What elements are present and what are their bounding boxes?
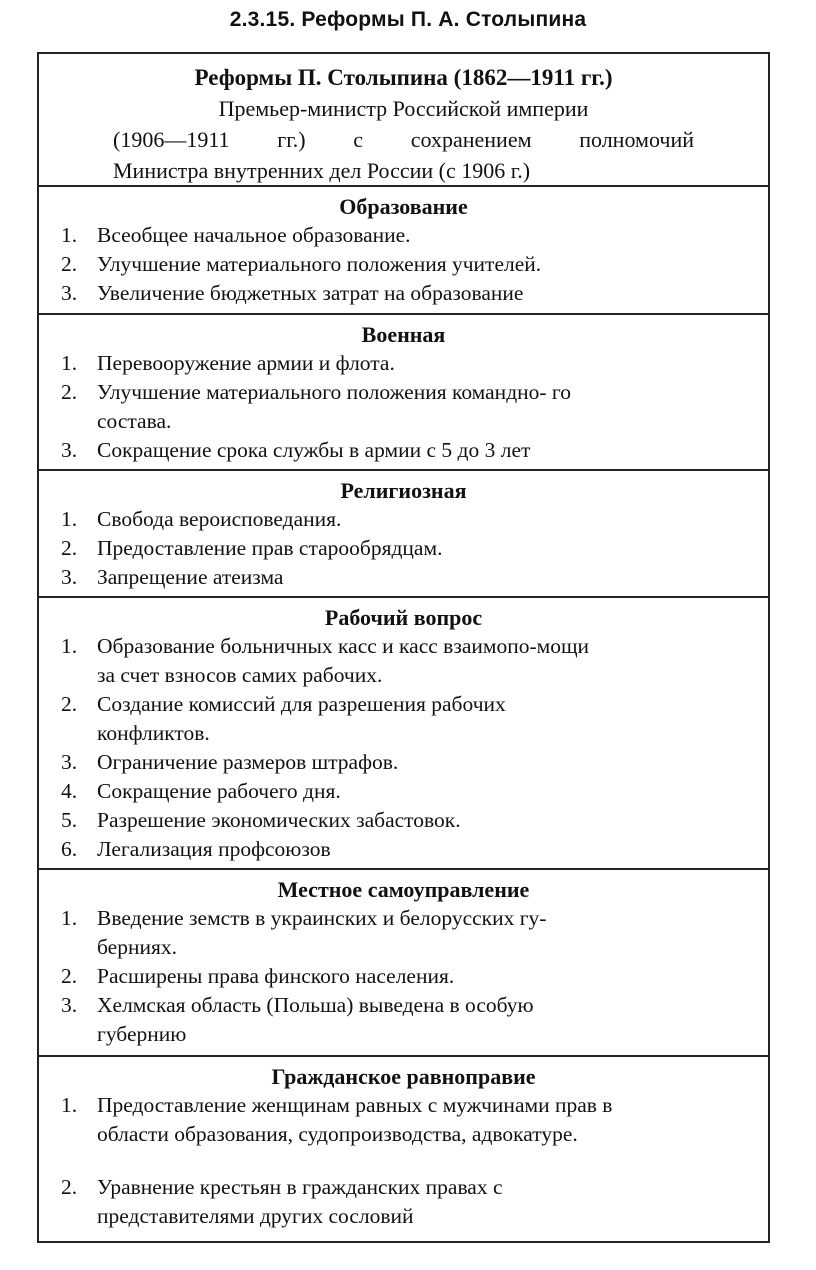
item-number: 3. xyxy=(61,750,78,774)
item-text-line: Увеличение бюджетных затрат на образование xyxy=(97,281,524,305)
list-item xyxy=(39,806,768,835)
item-number: 2. xyxy=(61,1175,78,1199)
item-text-line: за счет взносов самих рабочих. xyxy=(97,663,383,687)
item-text-line: Запрещение атеизма xyxy=(97,565,284,589)
list-item xyxy=(39,835,768,864)
item-number: 3. xyxy=(61,565,78,589)
list-item xyxy=(39,534,768,563)
list-item xyxy=(39,632,768,690)
header-block xyxy=(39,54,768,185)
list-item xyxy=(39,436,768,465)
item-number: 1. xyxy=(61,223,78,247)
list-item xyxy=(39,279,768,308)
item-number: 3. xyxy=(61,993,78,1017)
section-title: Образование xyxy=(339,194,468,219)
header-line-1: Премьер-министр Российской империи xyxy=(218,96,589,121)
section-title: Местное самоуправление xyxy=(277,877,530,902)
item-text-line: конфликтов. xyxy=(97,721,210,745)
section-list xyxy=(39,904,768,1049)
list-item xyxy=(39,349,768,378)
item-text-line: Хелмская область (Польша) выведена в особую xyxy=(97,993,534,1017)
reforms-table xyxy=(37,52,770,1243)
page-title: 2.3.15. Реформы П. А. Столыпина xyxy=(229,8,587,31)
list-item xyxy=(39,690,768,748)
item-text-line: Предоставление прав старообрядцам. xyxy=(97,536,443,560)
item-number: 4. xyxy=(61,779,78,803)
item-text-line: губернию xyxy=(97,1022,187,1046)
header-line-2: (1906—1911 гг.) с сохранением полномочий xyxy=(113,127,694,152)
list-item xyxy=(39,378,768,436)
item-text-line: представителями других сословий xyxy=(97,1204,414,1228)
item-text-line: Создание комиссий для разрешения рабочих xyxy=(97,692,506,716)
item-text-line: Предоставление женщинам равных с мужчинами прав в xyxy=(97,1093,613,1117)
list-item xyxy=(39,1091,768,1149)
section xyxy=(39,596,768,868)
section-title: Религиозная xyxy=(340,478,467,503)
item-text-line: Сокращение срока службы в армии с 5 до 3 лет xyxy=(97,438,531,462)
section-title: Гражданское равноправие xyxy=(271,1064,536,1089)
item-text-line: состава. xyxy=(97,409,172,433)
section-list xyxy=(39,221,768,308)
item-text-line: Улучшение материального положения командно- го xyxy=(97,380,571,404)
item-number: 3. xyxy=(61,281,78,305)
section xyxy=(39,868,768,1055)
sections-container xyxy=(39,185,768,1241)
section xyxy=(39,185,768,313)
list-item xyxy=(39,748,768,777)
list-item xyxy=(39,505,768,534)
section-list xyxy=(39,1091,768,1231)
item-text-line: Свобода вероисповедания. xyxy=(97,507,342,531)
item-text-line: Разрешение экономических забастовок. xyxy=(97,808,461,832)
item-text-line: Перевооружение армии и флота. xyxy=(97,351,395,375)
item-number: 1. xyxy=(61,351,78,375)
item-number: 1. xyxy=(61,634,78,658)
item-number: 1. xyxy=(61,1093,78,1117)
item-text-line: берниях. xyxy=(97,935,177,959)
item-text-line: Легализация профсоюзов xyxy=(97,837,331,861)
item-number: 3. xyxy=(61,438,78,462)
item-text-line: Уравнение крестьян в гражданских правах с xyxy=(97,1175,503,1199)
item-number: 1. xyxy=(61,906,78,930)
section-list xyxy=(39,632,768,864)
list-item xyxy=(39,1173,768,1231)
item-text-line: Всеобщее начальное образование. xyxy=(97,223,411,247)
item-number: 2. xyxy=(61,380,78,404)
list-item xyxy=(39,563,768,592)
item-text-line: Образование больничных касс и касс взаимопо-мощи xyxy=(97,634,590,658)
list-item xyxy=(39,962,768,991)
list-item xyxy=(39,904,768,962)
item-number: 6. xyxy=(61,837,78,861)
header-line-3: Министра внутренних дел России (с 1906 г.) xyxy=(113,158,531,183)
item-number: 2. xyxy=(61,536,78,560)
item-number: 2. xyxy=(61,252,78,276)
section-list xyxy=(39,505,768,592)
item-text-line: Сокращение рабочего дня. xyxy=(97,779,341,803)
item-number: 2. xyxy=(61,964,78,988)
item-number: 2. xyxy=(61,692,78,716)
item-text-line: Введение земств в украинских и белорусских гу- xyxy=(97,906,547,930)
header-title: Реформы П. Столыпина (1862—1911 гг.) xyxy=(194,65,613,90)
list-item xyxy=(39,991,768,1049)
section-title: Военная xyxy=(361,322,446,347)
section xyxy=(39,469,768,596)
item-text-line: Ограничение размеров штрафов. xyxy=(97,750,399,774)
item-text-line: Улучшение материального положения учителей. xyxy=(97,252,542,276)
item-number: 5. xyxy=(61,808,78,832)
section-title: Рабочий вопрос xyxy=(324,605,483,630)
item-text-line: области образования, судопроизводства, адвокатуре. xyxy=(97,1122,578,1146)
list-item xyxy=(39,777,768,806)
section xyxy=(39,313,768,469)
list-item xyxy=(39,221,768,250)
section xyxy=(39,1055,768,1241)
item-text-line: Расширены права финского населения. xyxy=(97,964,455,988)
list-item xyxy=(39,250,768,279)
section-list xyxy=(39,349,768,465)
item-number: 1. xyxy=(61,507,78,531)
